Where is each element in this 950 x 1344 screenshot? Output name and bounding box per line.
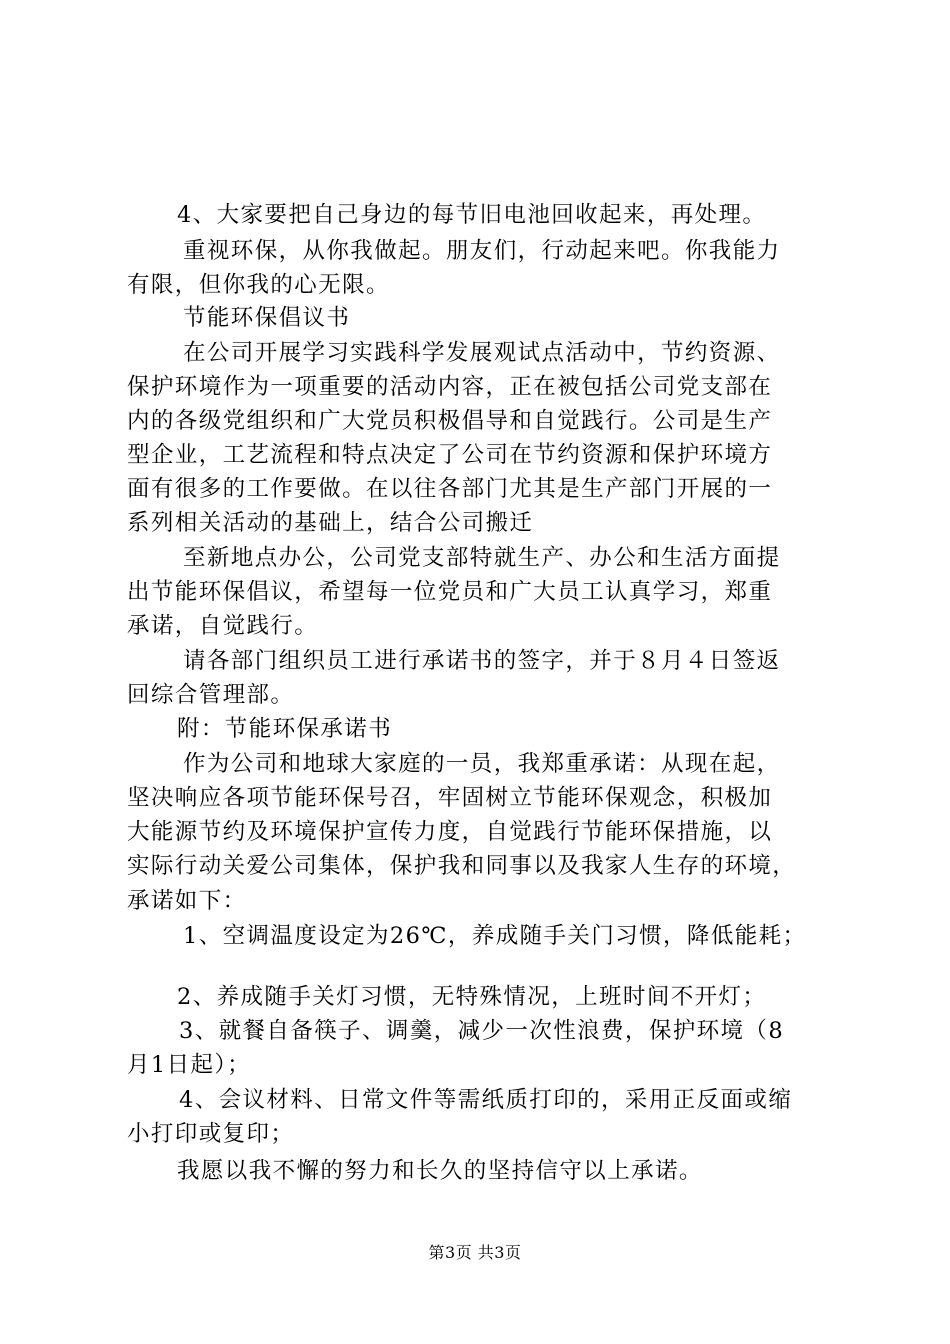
list-item: 2、养成随手关灯习惯，无特殊情况，上班时间不开灯； <box>177 984 767 1010</box>
paragraph-line: 承诺，自觉践行。 <box>127 613 319 639</box>
paragraph-line: 出节能环保倡议，希望每一位党员和广大员工认真学习，郑重 <box>127 579 773 605</box>
paragraph-line: 作为公司和地球大家庭的一员，我郑重承诺：从现在起， <box>183 751 781 777</box>
closing-line: 我愿以我不懈的努力和长久的坚持信守以上承诺。 <box>177 1158 703 1184</box>
paragraph-line: 承诺如下： <box>127 888 247 914</box>
paragraph-line: 月1日起）； <box>127 1052 251 1078</box>
list-item: 4、会议材料、日常文件等需纸质打印的，采用正反面或缩 <box>179 1087 793 1113</box>
paragraph-line: 重视环保，从你我做起。朋友们，行动起来吧。你我能力 <box>183 238 781 264</box>
list-item: 1、空调温度设定为26℃，养成随手关门习惯，降低能耗； <box>183 923 807 949</box>
section-title: 节能环保倡议书 <box>183 305 351 331</box>
paragraph-line: 在公司开展学习实践科学发展观试点活动中，节约资源、 <box>183 340 781 366</box>
paragraph-line: 保护环境作为一项重要的活动内容，正在被包括公司党支部在 <box>127 374 773 400</box>
paragraph-line: 4、大家要把自己身边的每节旧电池回收起来，再处理。 <box>177 202 767 228</box>
paragraph-line: 坚决响应各项节能环保号召，牢固树立节能环保观念，积极加 <box>127 785 773 811</box>
page-footer: 第3页 共3页 <box>428 1243 522 1262</box>
paragraph-line: 大能源节约及环境保护宣传力度，自觉践行节能环保措施，以 <box>127 819 773 845</box>
section-title: 附：节能环保承诺书 <box>177 716 393 742</box>
paragraph-line: 实际行动关爱公司集体，保护我和同事以及我家人生存的环境， <box>127 853 797 879</box>
list-item: 3、就餐自备筷子、调羹，减少一次性浪费，保护环境（8 <box>179 1018 785 1044</box>
paragraph-line: 请各部门组织员工进行承诺书的签字，并于８月４日签返 <box>183 648 781 674</box>
paragraph-line: 小打印或复印； <box>127 1121 295 1147</box>
paragraph-line: 内的各级党组织和广大党员积极倡导和自觉践行。公司是生产 <box>127 408 773 434</box>
paragraph-line: 型企业，工艺流程和特点决定了公司在节约资源和保护环境方 <box>127 442 773 468</box>
paragraph-line: 系列相关活动的基础上，结合公司搬迁 <box>127 510 534 536</box>
paragraph-line: 回综合管理部。 <box>127 682 295 708</box>
paragraph-line: 面有很多的工作要做。在以往各部门尤其是生产部门开展的一 <box>127 476 773 502</box>
paragraph-line: 有限，但你我的心无限。 <box>127 272 390 298</box>
paragraph-line: 至新地点办公，公司党支部特就生产、办公和生活方面提 <box>183 545 781 571</box>
